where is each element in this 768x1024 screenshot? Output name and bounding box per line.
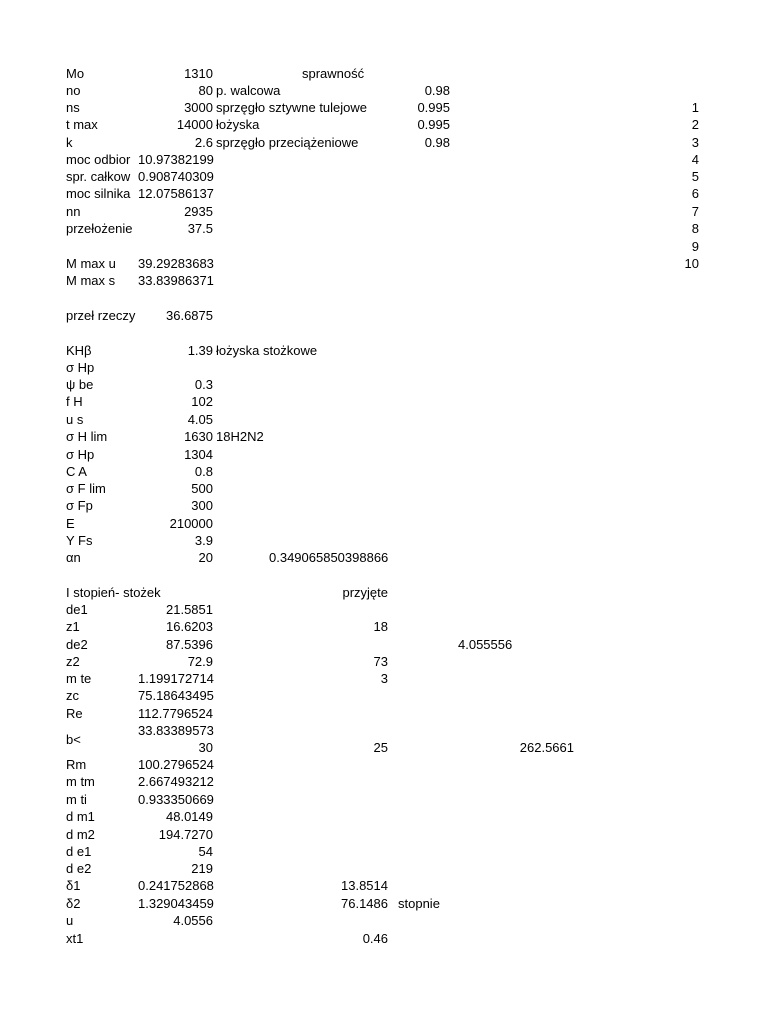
cell-value: 1304 <box>184 447 213 462</box>
cell-value: 14000 <box>176 117 213 132</box>
cell-value: 1.39 <box>187 343 213 358</box>
row-z2 <box>0 653 768 670</box>
row-mo <box>0 65 768 82</box>
row-delta2 <box>0 895 768 912</box>
row-number: 3 <box>691 135 699 150</box>
cell-label: u <box>66 913 74 928</box>
cell-value: 20 <box>198 550 213 565</box>
cell-degrees: 13.8514 <box>341 878 388 893</box>
cell-label: spr. całkow <box>66 169 131 184</box>
cell-label: z2 <box>66 654 80 669</box>
row-spr-calkow <box>0 168 768 185</box>
row-przelozenie <box>0 220 768 237</box>
cell-label: σ H lim <box>66 429 108 444</box>
row-shp-val <box>0 446 768 463</box>
row-number: 4 <box>691 152 699 167</box>
cell-label: de2 <box>66 637 88 652</box>
cell-adopted: 0.46 <box>362 931 388 946</box>
row-nn <box>0 203 768 220</box>
cell-extra: 262.5661 <box>519 740 574 755</box>
cell-label: przełożenie <box>66 221 133 236</box>
cell-label: M max s <box>66 273 116 288</box>
cell-ratio: 4.055556 <box>458 637 513 652</box>
cell-label: σ F lim <box>66 481 106 496</box>
cell-label: M max u <box>66 256 116 271</box>
row-de2b <box>0 860 768 877</box>
row-number: 7 <box>691 204 699 219</box>
cell-value: 3.9 <box>194 533 213 548</box>
cell-label: σ Hp <box>66 360 95 375</box>
row-khb <box>0 342 768 359</box>
cell-unit: stopnie <box>398 896 440 911</box>
row-delta1 <box>0 877 768 894</box>
cell-radians: 0.349065850398866 <box>269 550 389 565</box>
cell-label: przeł rzeczy <box>66 308 136 323</box>
cell-label: ns <box>66 100 80 115</box>
cell-label: t max <box>66 117 98 132</box>
cell-value: 500 <box>191 481 213 496</box>
cell-adopted: 18 <box>373 619 388 634</box>
cell-value: 21.5851 <box>166 602 213 617</box>
cell-value: 10.97382199 <box>138 152 214 167</box>
row-sh-lim <box>0 428 768 445</box>
cell-label: xt1 <box>66 931 84 946</box>
cell-label: m te <box>66 671 92 686</box>
cell-value: 2935 <box>184 204 213 219</box>
cell-label: f H <box>66 394 83 409</box>
row-moc-odbior <box>0 151 768 168</box>
cell-value: 39.29283683 <box>138 256 214 271</box>
cell-adopted: 25 <box>373 740 388 755</box>
row-number: 8 <box>691 221 699 236</box>
cell-value: 37.5 <box>187 221 213 236</box>
cell-label: m tm <box>66 774 95 789</box>
cell-label: u s <box>66 412 84 427</box>
cell-degrees: 76.1486 <box>341 896 388 911</box>
cell-value: 300 <box>191 498 213 513</box>
cell-adopted: 73 <box>373 654 388 669</box>
cell-value: 0.933350669 <box>138 792 214 807</box>
cell-value: 0.241752868 <box>138 878 214 893</box>
cell-eff: 0.98 <box>424 83 450 98</box>
cell-label: αn <box>66 550 81 565</box>
cell-value: 4.05 <box>187 412 213 427</box>
row-de2 <box>0 636 768 653</box>
row-b <box>0 722 768 756</box>
cell-eff: 0.98 <box>424 135 450 150</box>
row-mti <box>0 791 768 808</box>
row-ca <box>0 463 768 480</box>
cell-label: d m2 <box>66 827 95 842</box>
cell-label: d e2 <box>66 861 92 876</box>
cell-value: 16.6203 <box>166 619 213 634</box>
row-fh <box>0 393 768 410</box>
row-rm <box>0 756 768 773</box>
cell-label: δ2 <box>66 896 81 911</box>
cell-value: 219 <box>191 861 213 876</box>
row-number: 1 <box>691 100 699 115</box>
cell-label: d m1 <box>66 809 95 824</box>
cell-value: 0.908740309 <box>138 169 214 184</box>
row-k <box>0 134 768 151</box>
cell-label: nn <box>66 204 81 219</box>
cell-value: 87.5396 <box>166 637 213 652</box>
row-xt1 <box>0 930 768 947</box>
row-moc-silnika <box>0 185 768 202</box>
row-dm2 <box>0 826 768 843</box>
cell-label: m ti <box>66 792 87 807</box>
cell-label: Y Fs <box>66 533 93 548</box>
cell-value: 75.18643495 <box>138 688 214 703</box>
row-u <box>0 912 768 929</box>
cell-value: 4.0556 <box>173 913 213 928</box>
cell-value: 100.2796524 <box>138 757 214 772</box>
cell-label: KHβ <box>66 343 92 358</box>
row-number: 2 <box>691 117 699 132</box>
row-z1 <box>0 618 768 635</box>
cell-value: 48.0149 <box>166 809 213 824</box>
cell-value: 102 <box>191 394 213 409</box>
cell-label: zc <box>66 688 79 703</box>
row-m-max-s <box>0 272 768 289</box>
cell-value: 0.8 <box>194 464 213 479</box>
cell-value: 72.9 <box>187 654 213 669</box>
row-re <box>0 705 768 722</box>
cell-przyjete: przyjęte <box>342 585 388 600</box>
cell-value: 0.3 <box>194 377 213 392</box>
cell-value: 112.7796524 <box>138 706 213 721</box>
cell-value-top: 33.83389573 <box>138 723 214 738</box>
cell-label: moc silnika <box>66 186 131 201</box>
cell-value: 1310 <box>184 66 213 81</box>
cell-text: 18H2N2 <box>216 429 264 444</box>
cell-label: δ1 <box>66 878 81 893</box>
row-number: 5 <box>691 169 699 184</box>
cell-label: de1 <box>66 602 88 617</box>
cell-value: 2.667493212 <box>138 774 214 789</box>
cell-text: sprzęgło sztywne tulejowe <box>216 100 368 115</box>
row-stage-header <box>0 584 768 601</box>
cell-header-sprawnosc: sprawność <box>302 66 365 81</box>
cell-adopted: 3 <box>380 671 388 686</box>
section-title: I stopień- stożek <box>66 585 161 600</box>
cell-value: 1630 <box>184 429 213 444</box>
row-yfs <box>0 532 768 549</box>
row-sf-lim <box>0 480 768 497</box>
cell-eff: 0.995 <box>417 117 450 132</box>
cell-label: no <box>66 83 81 98</box>
cell-value: 54 <box>198 844 213 859</box>
cell-label: d e1 <box>66 844 92 859</box>
row-zc <box>0 687 768 704</box>
cell-value: 30 <box>198 740 213 755</box>
row-us <box>0 411 768 428</box>
cell-label: ψ be <box>66 377 94 392</box>
row-number: 10 <box>684 256 699 271</box>
cell-value: 36.6875 <box>166 308 213 323</box>
cell-label: z1 <box>66 619 80 634</box>
row-tmax <box>0 116 768 133</box>
row-de1b <box>0 843 768 860</box>
cell-label: k <box>66 135 73 150</box>
row-dm1 <box>0 808 768 825</box>
cell-value: 210000 <box>169 516 213 531</box>
row-psi-be <box>0 376 768 393</box>
row-mte <box>0 670 768 687</box>
row-empty <box>0 238 768 255</box>
cell-label: σ Fp <box>66 498 93 513</box>
cell-value: 33.83986371 <box>138 273 214 288</box>
row-no <box>0 82 768 99</box>
row-number: 9 <box>691 239 699 254</box>
cell-label: Rm <box>66 757 87 772</box>
cell-value: 1.329043459 <box>138 896 214 911</box>
row-alpha-n <box>0 549 768 566</box>
cell-value: 2.6 <box>194 135 213 150</box>
cell-text: p. walcowa <box>216 83 281 98</box>
cell-text: łożyska stożkowe <box>216 343 318 358</box>
row-mtm <box>0 773 768 790</box>
cell-value: 80 <box>198 83 213 98</box>
cell-label: Re <box>66 706 83 721</box>
cell-value: 3000 <box>184 100 213 115</box>
cell-value: 194.7270 <box>158 827 213 842</box>
cell-label: σ Hp <box>66 447 95 462</box>
row-sfp <box>0 497 768 514</box>
row-ns <box>0 99 768 116</box>
row-przel-rzeczy <box>0 307 768 324</box>
cell-eff: 0.995 <box>417 100 450 115</box>
row-m-max-u <box>0 255 768 272</box>
cell-value: 1.199172714 <box>138 671 214 686</box>
cell-label: C A <box>66 464 87 479</box>
row-e <box>0 515 768 532</box>
cell-text: sprzęgło przeciążeniowe <box>216 135 359 150</box>
cell-label: Mo <box>66 66 85 81</box>
cell-label: b< <box>66 732 81 747</box>
cell-value: 12.07586137 <box>138 186 214 201</box>
cell-label: E <box>66 516 75 531</box>
cell-text: łożyska <box>216 117 260 132</box>
row-shp <box>0 359 768 376</box>
cell-label: moc odbior <box>66 152 131 167</box>
row-de1 <box>0 601 768 618</box>
row-number: 6 <box>691 186 699 201</box>
